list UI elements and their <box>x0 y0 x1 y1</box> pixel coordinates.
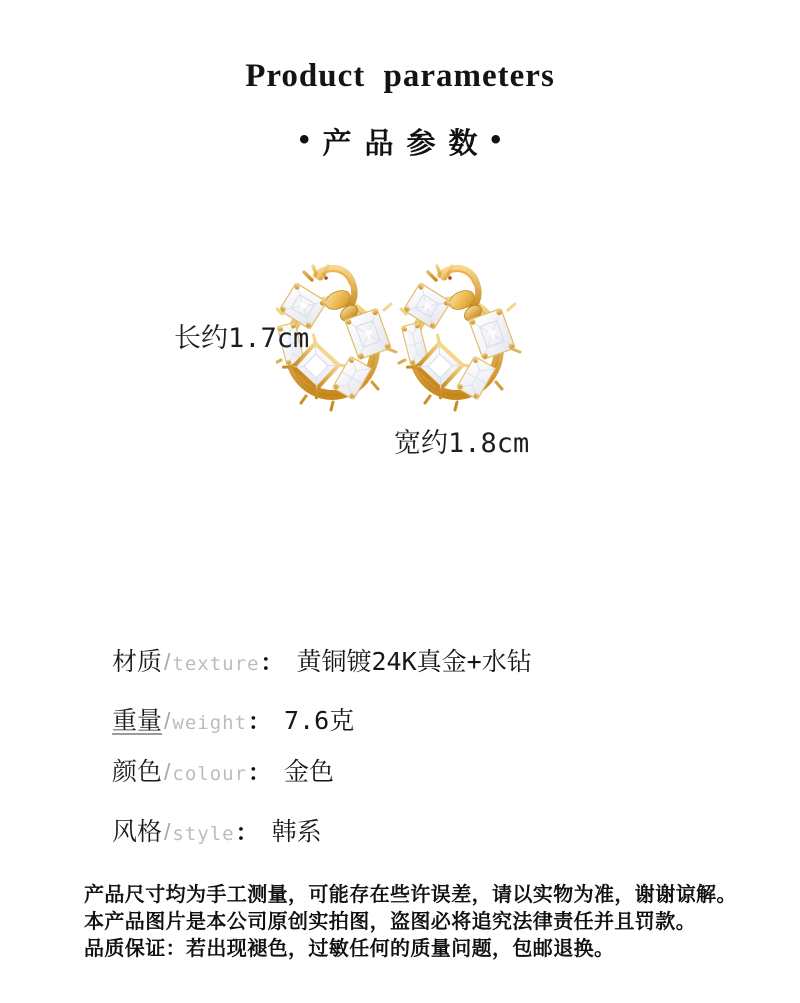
spec-separator: / <box>164 819 171 845</box>
disclaimer-line: 本产品图片是本公司原创实拍图，盗图必将追究法律责任并且罚款。 <box>84 911 696 933</box>
earrings-illustration <box>276 262 526 420</box>
spec-label-en: texture <box>172 653 260 675</box>
spec-colon: ： <box>260 649 284 675</box>
earring-right <box>399 266 520 410</box>
spec-row-weight <box>112 705 354 737</box>
spec-label-cn: 材质 <box>112 648 163 676</box>
spec-label-en: style <box>172 823 235 845</box>
page-title: Product parameters <box>245 58 555 94</box>
subtitle-text: 产品参数 <box>322 128 491 160</box>
spec-row-material <box>112 646 532 678</box>
spec-colon: ： <box>248 708 272 734</box>
disclaimer-line: 品质保证：若出现褪色，过敏任何的质量问题，包邮退换。 <box>84 938 615 960</box>
disclaimer-line: 产品尺寸均为手工测量，可能存在些许误差，请以实物为准，谢谢谅解。 <box>84 884 737 906</box>
spec-label-cn: 风格 <box>112 818 163 846</box>
spec-separator: / <box>164 708 171 734</box>
spec-value: 黄铜镀24K真金+水钻 <box>296 647 532 676</box>
spec-value: 韩系 <box>271 817 322 846</box>
spec-colon: ： <box>248 759 272 785</box>
length-dimension-label: 长约1.7cm <box>174 323 310 354</box>
bullet-left-icon: • <box>298 122 310 156</box>
spec-row-style <box>112 816 322 848</box>
spec-separator: / <box>164 759 171 785</box>
spec-value: 金色 <box>284 757 335 786</box>
subtitle <box>0 121 800 162</box>
bullet-right-icon: • <box>490 122 502 156</box>
earrings-photo <box>276 262 528 420</box>
spec-label-en: colour <box>172 763 248 785</box>
spec-value: 7.6克 <box>284 706 355 735</box>
width-dimension-label: 宽约1.8cm <box>394 428 530 459</box>
spec-colon: ： <box>235 819 259 845</box>
spec-separator: / <box>164 649 171 675</box>
spec-label-cn: 颜色 <box>112 758 163 786</box>
spec-label-en: weight <box>172 712 248 734</box>
spec-row-colour <box>112 756 334 788</box>
disclaimer <box>84 882 784 963</box>
spec-label-cn: 重量 <box>112 707 163 735</box>
